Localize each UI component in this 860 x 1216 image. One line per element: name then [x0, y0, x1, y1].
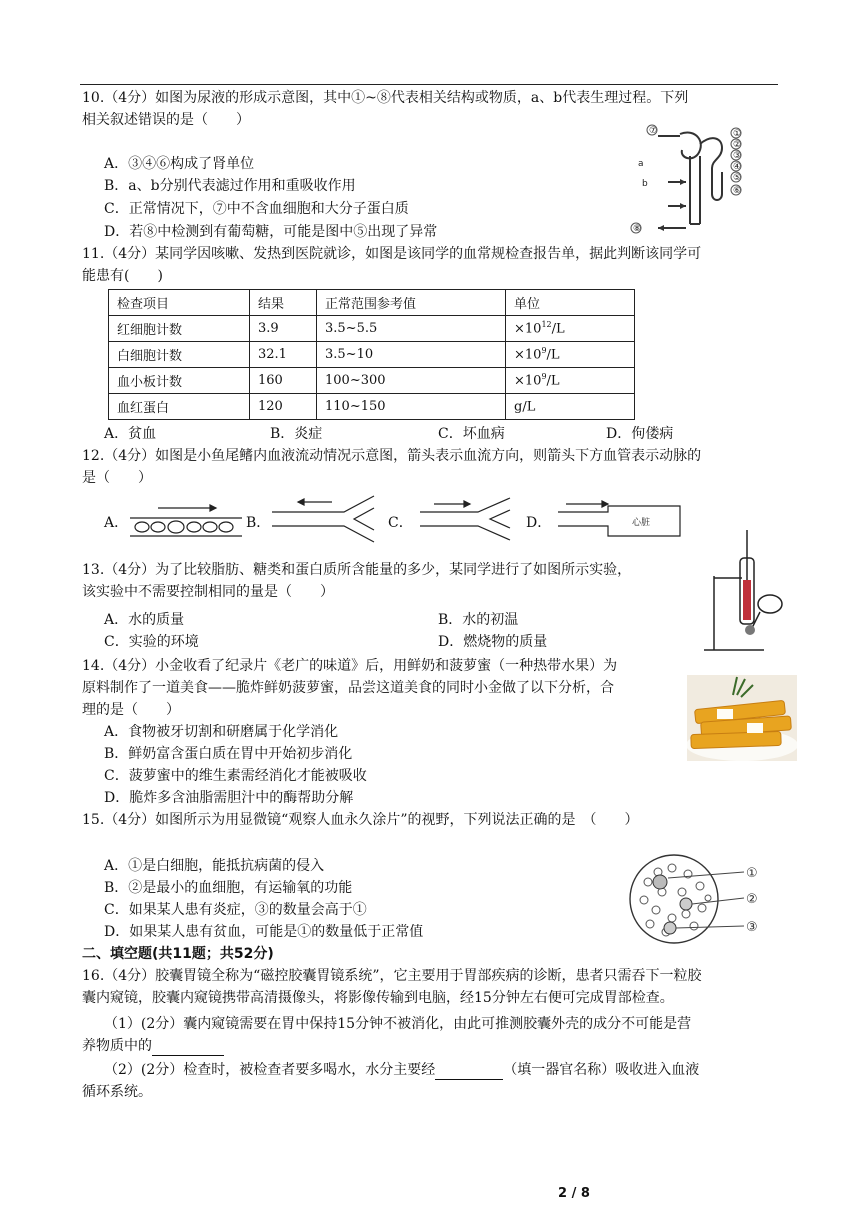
header-rule — [80, 84, 778, 85]
q10-option-b[interactable]: B．a、b分别代表滤过作用和重吸收作用 — [104, 178, 356, 194]
q13-option-d[interactable]: D．燃烧物的质量 — [438, 634, 548, 650]
q12-figure-b — [270, 492, 380, 544]
nephron-label-8: ⑧ — [633, 224, 642, 234]
glomerulus-loop — [680, 133, 701, 159]
q16-sub1-answer-blank[interactable] — [152, 1039, 224, 1056]
q11-option-c[interactable]: C．坏血病 — [438, 426, 505, 442]
q16-stem-line1: 16.（4分）胶囊胃镜全称为“磁控胶囊胃镜系统”，它主要用于胃部疾病的诊断，患者只需吞下一粒胶 — [82, 968, 702, 984]
q12-figure-c — [418, 494, 518, 544]
tubule-loop — [700, 138, 722, 200]
q16-sub2-line1b: （填一器官名称）吸收进入血液 — [503, 1062, 700, 1078]
table-cell: 红细胞计数 — [109, 316, 250, 342]
table-cell: 120 — [250, 394, 317, 420]
q13-option-b[interactable]: B．水的初温 — [438, 612, 519, 628]
table-cell: g/L — [506, 394, 635, 420]
q13-stem-line2: 该实验中不需要控制相同的量是（ ） — [82, 584, 334, 600]
table-cell: 3.9 — [250, 316, 317, 342]
q14-stem-line1: 14.（4分）小金收看了纪录片《老广的味道》后，用鲜奶和菠萝蜜（一种热带水果）为 — [82, 658, 618, 674]
q10-option-a[interactable]: A．③④⑥构成了肾单位 — [104, 156, 255, 172]
q16-stem-line2: 囊内窥镜，胶囊内窥镜携带高清摄像头，将影像传输到电脑，经15分钟左右便可完成胃部检查。 — [82, 990, 674, 1006]
q13-option-c[interactable]: C．实验的环境 — [104, 634, 199, 650]
q15-option-d[interactable]: D．如果某人患有贫血，可能是①的数量低于正常值 — [104, 924, 424, 940]
table-cell: 32.1 — [250, 342, 317, 368]
q11-stem-line2: 能患有( ) — [82, 268, 163, 284]
q15-option-b[interactable]: B．②是最小的血细胞，有运输氧的功能 — [104, 880, 353, 896]
q10-stem-line1: 10.（4分）如图为尿液的形成示意图，其中①~⑧代表相关结构或物质，a、b代表生理过程。下列 — [82, 90, 689, 106]
nephron-label-5: ⑤ — [733, 173, 742, 183]
table-row — [109, 342, 635, 368]
q16-sub1-line1: （1）(2分）囊内窥镜需要在胃中保持15分钟不被消化，由此可推测胶囊外壳的成分不可能是营 — [104, 1016, 692, 1032]
nephron-label-7: ⑦ — [649, 126, 658, 136]
q13-option-a[interactable]: A．水的质量 — [104, 612, 185, 628]
smear-label-3: ③ — [746, 920, 758, 935]
table-header-cell: 结果 — [250, 290, 317, 316]
q15-option-c[interactable]: C．如果某人患有炎症，③的数量会高于① — [104, 902, 367, 918]
table-cell: 3.5~5.5 — [317, 316, 506, 342]
q11-option-b[interactable]: B．炎症 — [270, 426, 323, 442]
nephron-label-2: ② — [733, 140, 742, 150]
section-title: 二、填空题(共11题；共52分) — [82, 946, 274, 962]
q14-stem-line2: 原料制作了一道美食——脆炸鲜奶菠萝蜜，品尝这道美食的同时小金做了以下分析，合 — [82, 680, 614, 696]
burning-apparatus-figure — [700, 528, 796, 658]
q14-option-a[interactable]: A．食物被牙切割和研磨属于化学消化 — [104, 724, 339, 740]
table-cell: 100~300 — [317, 368, 506, 394]
nephron-label-a: a — [638, 159, 644, 169]
nephron-label-3: ③ — [733, 151, 742, 161]
table-header-cell: 检查项目 — [109, 290, 250, 316]
q12-figure-d — [556, 496, 684, 540]
q13-stem-line1: 13.（4分）为了比较脂肪、糖类和蛋白质所含能量的多少，某同学进行了如图所示实验， — [82, 562, 632, 578]
nephron-label-6: ⑥ — [733, 186, 742, 196]
blood-test-table — [108, 289, 635, 420]
q12-option-c-letter[interactable]: C． — [388, 515, 413, 531]
q12-option-a-letter[interactable]: A． — [104, 515, 129, 531]
nephron-label-1: ① — [733, 129, 742, 139]
nephron-diagram — [628, 124, 750, 236]
q12-stem-line2: 是（ ） — [82, 470, 152, 486]
smear-label-1: ① — [746, 866, 758, 881]
q16-sub2-line2: 循环系统。 — [82, 1084, 152, 1100]
table-row — [109, 394, 635, 420]
q15-stem-line1: 15.（4分）如图所示为用显微镜“观察人血永久涂片”的视野，下列说法正确的是 （ ） — [82, 812, 639, 828]
nephron-label-4: ④ — [733, 162, 742, 172]
table-cell: 110~150 — [317, 394, 506, 420]
q14-stem-line3: 理的是（ ） — [82, 702, 180, 718]
table-cell: $\times 10^9/L$ — [506, 342, 635, 368]
page-number: 2 / 8 — [558, 1186, 590, 1201]
q14-option-d[interactable]: D．脆炸多含油脂需胆汁中的酶帮助分解 — [104, 790, 354, 806]
table-cell: 血小板计数 — [109, 368, 250, 394]
nephron-label-b: b — [642, 179, 648, 189]
q14-option-c[interactable]: C．菠萝蜜中的维生素需经消化才能被吸收 — [104, 768, 367, 784]
q16-sub2-line1-wrap — [104, 1060, 699, 1080]
table-cell: $\times 10^{12}/L$ — [506, 316, 635, 342]
q12-option-d-letter[interactable]: D． — [526, 515, 552, 531]
table-cell: 160 — [250, 368, 317, 394]
table-cell: 血红蛋白 — [109, 394, 250, 420]
table-cell: $\times 10^9/L$ — [506, 368, 635, 394]
table-header-cell: 正常范围参考值 — [317, 290, 506, 316]
q12-figure-a — [128, 498, 244, 540]
q10-stem-line2: 相关叙述错误的是（ ） — [82, 112, 250, 128]
q16-sub2-line1a: （2）(2分）检查时，被检查者要多喝水，水分主要经 — [104, 1062, 436, 1078]
q12-stem-line1: 12.（4分）如图是小鱼尾鳍内血液流动情况示意图，箭头表示血流方向，则箭头下方血管表示动脉的 — [82, 448, 702, 464]
q16-sub1-line2-wrap — [82, 1036, 224, 1056]
q11-option-d[interactable]: D．佝偻病 — [606, 426, 674, 442]
table-header-cell: 单位 — [506, 290, 635, 316]
q15-option-a[interactable]: A．①是白细胞，能抵抗病菌的侵入 — [104, 858, 325, 874]
table-cell: 3.5~10 — [317, 342, 506, 368]
q16-sub2-answer-blank[interactable] — [435, 1063, 503, 1080]
q16-sub1-line2: 养物质中的 — [82, 1038, 152, 1054]
q10-option-d[interactable]: D．若⑧中检测到有葡萄糖，可能是图中⑤出现了异常 — [104, 224, 438, 240]
q14-option-b[interactable]: B．鲜奶富含蛋白质在胃中开始初步消化 — [104, 746, 353, 762]
table-header-row — [109, 290, 635, 316]
table-cell: 白细胞计数 — [109, 342, 250, 368]
fried-milk-photo — [687, 675, 797, 761]
blood-smear-figure — [628, 852, 774, 946]
table-row — [109, 316, 635, 342]
heart-label: 心脏 — [632, 518, 651, 528]
table-row — [109, 368, 635, 394]
q10-option-c[interactable]: C．正常情况下，⑦中不含血细胞和大分子蛋白质 — [104, 201, 409, 217]
q11-option-a[interactable]: A．贫血 — [104, 426, 157, 442]
smear-label-2: ② — [746, 892, 758, 907]
q11-stem-line1: 11.（4分）某同学因咳嗽、发热到医院就诊，如图是该同学的血常规检查报告单，据此判断该同学可 — [82, 246, 702, 262]
q12-option-b-letter[interactable]: B． — [246, 515, 271, 531]
